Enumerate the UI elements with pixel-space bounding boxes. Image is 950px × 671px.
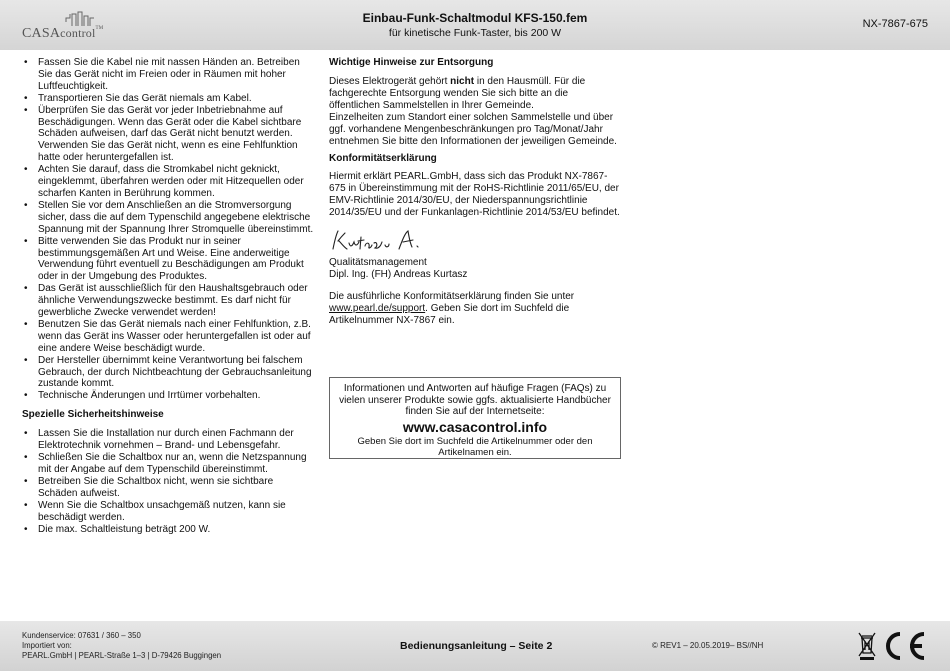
list-item: • Bitte verwenden Sie das Produkt nur in seiner bestimmungsgemäßen Art und Weise. Eine anderweitige Verwendung führt eventuell zu Beschädigungen am Produkt oder in der Umgebung des Produktes. — [22, 236, 314, 284]
list-item: • Lassen Sie die Installation nur durch einen Fachmann der Elektrotechnik vornehmen – Brand- und Lebensgefahr. — [22, 428, 314, 452]
list-item: • Fassen Sie die Kabel nie mit nassen Händen an. Betreiben Sie das Gerät nicht im Freien oder in Räumen mit hoher Luftfeuchtigkeit. — [22, 57, 314, 93]
list-item: • Der Hersteller übernimmt keine Verantwortung bei falschem Gebrauch, der durch Nichtbeachtung der Gebrauchsanleitung zustande kommt. — [22, 355, 314, 391]
special-safety-heading: Spezielle Sicherheitshinweise — [22, 409, 164, 421]
conformity-detail-paragraph: Die ausführliche Konformitätserklärung finden Sie unter www.pearl.de/support. Geben Sie dort im Suchfeld die Artikelnummer NX-7867 ein. — [329, 290, 575, 326]
general-safety-list — [22, 57, 314, 402]
logo-wordmark: CASAcontrol™ — [22, 26, 104, 41]
article-number: NX-7867-675 — [862, 18, 928, 30]
list-item: • Achten Sie darauf, dass die Stromkabel nicht geknickt, eingeklemmt, überfahren werden oder mit Hitzequellen oder scharfen Kanten in Berührung kommen. — [22, 164, 314, 200]
list-item: • Wenn Sie die Schaltbox unsachgemäß nutzen, kann sie beschädigt werden. — [22, 500, 314, 524]
conformity-heading: Konformitätserklärung — [329, 153, 437, 165]
weee-bin-icon — [858, 631, 876, 661]
imported-by: Importiert von: — [22, 641, 72, 650]
left-column — [22, 57, 314, 535]
document-title: Einbau-Funk-Schaltmodul KFS-150.fem — [362, 11, 588, 25]
page-footer — [0, 621, 950, 671]
list-item: • Schließen Sie die Schaltbox nur an, wenn die Netzspannung mit der Angabe auf dem Typenschild übereinstimmt. — [22, 452, 314, 476]
list-item: • Stellen Sie vor dem Anschließen an die Stromversorgung sicher, dass die auf dem Typenschild angegebene elektrische Spannung mit der Spannung Ihrer Stromquelle übereinstimmt. — [22, 200, 314, 236]
faq-info-box: Informationen und Antworten auf häufige Fragen (FAQs) zu vielen unserer Produkte sowie ggfs. aktualisierte Handbücher finden Sie auf der Internetseite: www.casacontrol.info Geben Sie dort im Suchfeld die Artikelnummer oder den Artikelnamen ein. — [329, 377, 621, 459]
casacontrol-website-link[interactable]: www.casacontrol.info — [402, 418, 548, 435]
page-label: Bedienungsanleitung – Seite 2 — [400, 640, 553, 652]
list-item: • Die max. Schaltleistung beträgt 200 W. — [22, 524, 314, 536]
right-column — [329, 57, 621, 327]
signature — [329, 227, 429, 255]
support-link[interactable]: www.pearl.de/support — [329, 302, 426, 314]
signer-name: Dipl. Ing. (FH) Andreas Kurtasz — [329, 268, 468, 280]
page-header — [0, 0, 950, 50]
special-safety-list — [22, 428, 314, 535]
list-item: • Überprüfen Sie das Gerät vor jeder Inbetriebnahme auf Beschädigungen. Wenn das Gerät oder die Kabel sichtbare Schäden aufweisen, darf das Gerät nicht benutzt werden. Verwenden Sie das Gerät nicht, wenn es eine Fehlfunktion hatte oder heruntergefallen ist. — [22, 105, 314, 165]
footer-contact — [22, 631, 221, 661]
company-address: PEARL.GmbH | PEARL-Straße 1–3 | D-79426 Buggingen — [22, 651, 222, 660]
casacontrol-logo — [22, 10, 112, 44]
disposal-paragraph: Dieses Elektrogerät gehört nicht in den Hausmüll. Für die fachgerechte Entsorgung wenden Sie sich bitte an die öffentlichen Sammelstellen in Ihrer Gemeinde. — [329, 76, 586, 111]
revision-info: © REV1 – 20.05.2019– BS//NH — [652, 641, 764, 650]
disposal-heading: Wichtige Hinweise zur Entsorgung — [329, 57, 494, 68]
conformity-text: Hiermit erklärt PEARL.GmbH, dass sich das Produkt NX-7867-675 in Übereinstimmung mit der RoHS-Richtlinie 2011/65/EU, der EMV-Richtlinie 2014/30/EU, der Niederspannungsrichtlinie 2014/35/EU und der Funkanlagen-Richtlinie 2014/53/EU befindet. — [329, 171, 620, 219]
document-subtitle: für kinetische Funk-Taster, bis 200 W — [388, 27, 562, 39]
disposal-details: Einzelheiten zum Standort einer solchen Sammelstelle und über ggf. vorhandene Mengenbeschränkungen pro Tag/Monat/Jahr entnehmen Sie bitte den Informationen der jeweiligen Gemeinde. — [329, 111, 617, 147]
list-item: • Benutzen Sie das Gerät niemals nach einer Fehlfunktion, z.B. wenn das Gerät ins Wasser oder heruntergefallen ist oder auf eine andere Weise beschädigt wurde. — [22, 319, 314, 355]
list-item: • Das Gerät ist ausschließlich für den Haushaltsgebrauch oder ähnliche Verwendungszwecke bestimmt. Es darf nicht für gewerbliche Zwecke verwendet werden! — [22, 283, 314, 319]
list-item: • Betreiben Sie die Schaltbox nicht, wenn sie sichtbare Schäden aufweist. — [22, 476, 314, 500]
list-item: • Transportieren Sie das Gerät niemals am Kabel. — [22, 93, 314, 105]
signer-role: Qualitätsmanagement — [329, 257, 427, 269]
ce-mark-icon — [880, 629, 928, 663]
list-item: • Technische Änderungen und Irrtümer vorbehalten. — [22, 390, 314, 402]
customer-service: Kundenservice: 07631 / 360 – 350 — [22, 631, 141, 640]
